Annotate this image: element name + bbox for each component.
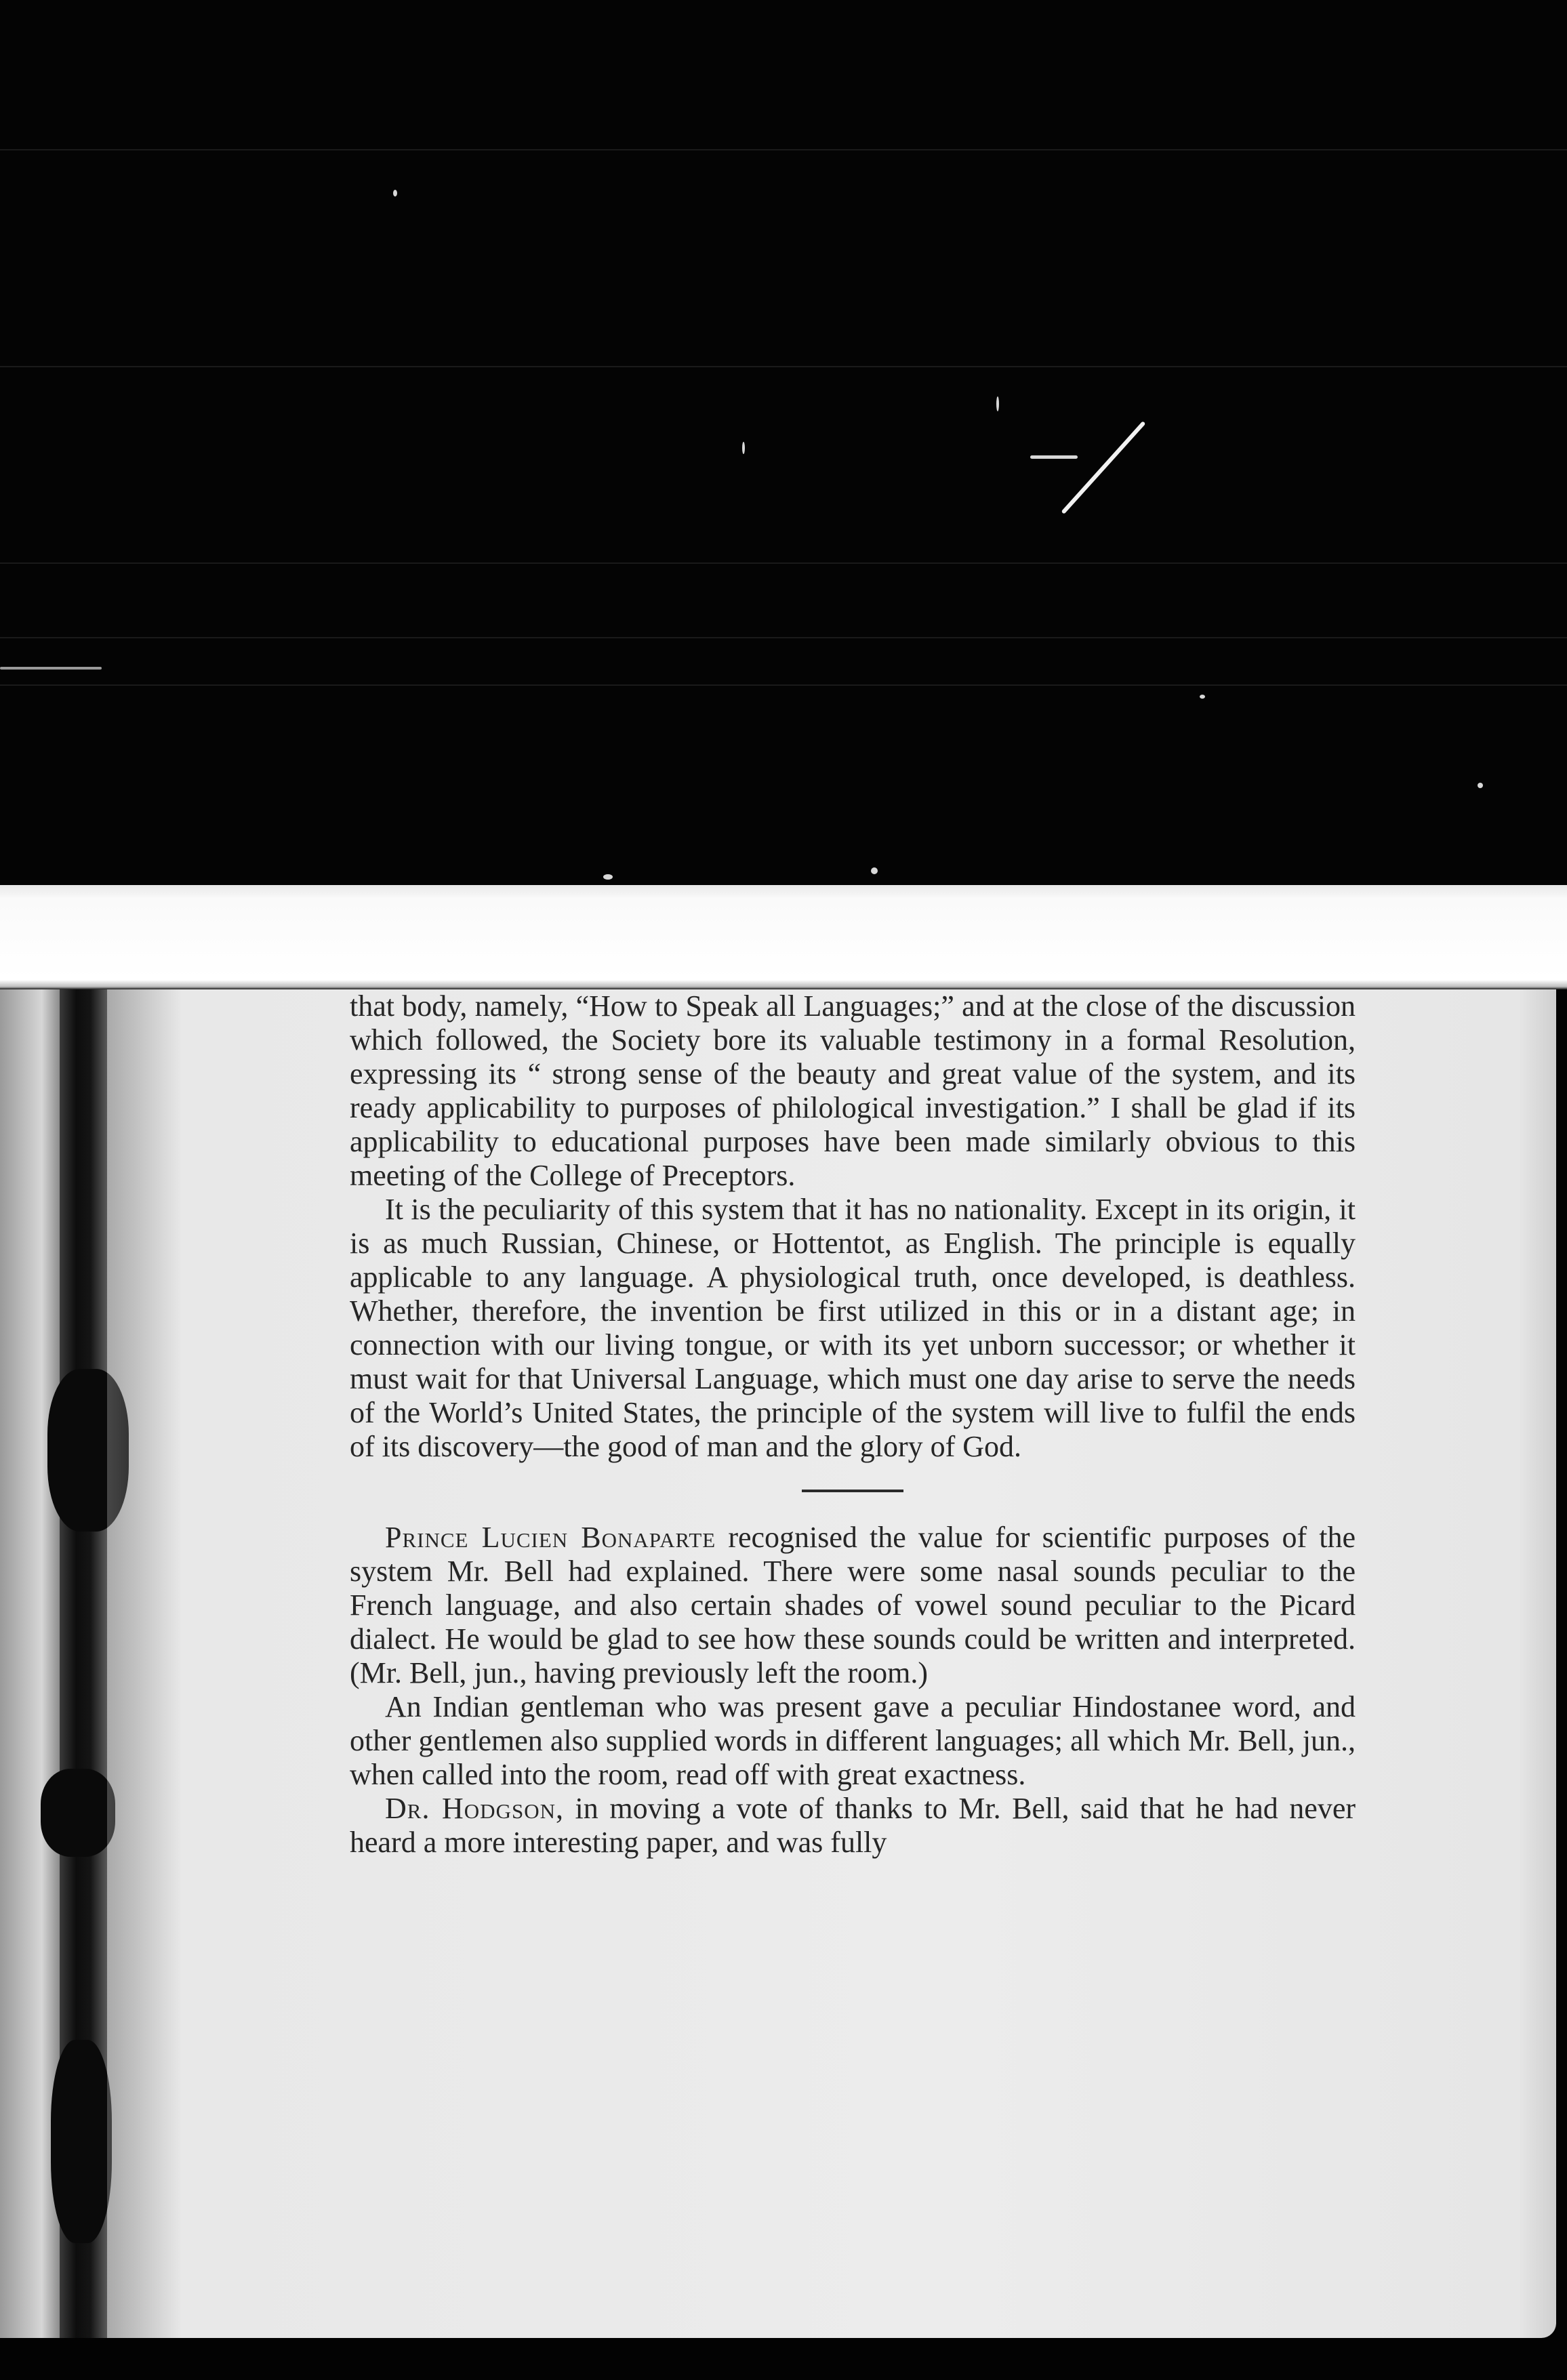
paper-sheet [0, 989, 1556, 2338]
paragraph-bonaparte [350, 1521, 1356, 1690]
scanner-white-band [0, 885, 1567, 989]
paragraph-hodgson [350, 1792, 1356, 1860]
paragraph-text: recognised the value for scientific purposes of the system Mr. Bell had explained. There were some nasal sounds peculiar to the French language, and also certain shades of vowel sound peculiar to the Picard dialect. He would be glad to see how these sounds could be written and interpreted. (Mr. Bell, jun., having previously left the room.) [350, 1521, 1356, 1689]
scanner-black-area [0, 0, 1567, 885]
page-curl-shadow [107, 989, 182, 2338]
paragraph-text: in moving a vote of thanks to Mr. Bell, said that he had never heard a more interesting paper, and was fully [350, 1792, 1356, 1859]
document-page [0, 989, 1567, 2380]
section-divider [802, 1490, 903, 1492]
paragraph-indian-gentleman: An Indian gentleman who was present gave a peculiar Hindostanee word, and other gentlemen also supplied words in different languages; all which Mr. Bell, jun., when called into the room, read off with great exactness. [350, 1690, 1356, 1791]
binding-blot [41, 1769, 115, 1857]
body-text [350, 989, 1356, 1860]
paragraph-continued: that body, namely, “How to Speak all Languages;” and at the close of the discussion which followed, the Society bore its valuable testimony in a formal Resolution, expressing its “ strong sense of the beauty and great value of the system, and its ready applicability to purposes of philological investigation.” I shall be glad if its applicability to educational purposes have been made similarly obvious to this meeting of the College of Preceptors. [350, 989, 1356, 1192]
speaker-name: Dr. Hodgson, [385, 1792, 564, 1825]
binding-blot [51, 2040, 112, 2243]
paragraph-nationality: It is the peculiarity of this system that it has no nationality. Except in its origin, it is as much Russian, Chinese, or Hottentot, as English. The principle is equally applicable to any language. A physiological truth, once developed, is deathless. Whether, therefore, the invention be first utilized in this or in a distant age; in connection with our living tongue, or with its yet unborn successor; or whether it must wait for that Universal Language, which must one day arise to serve the needs of the World’s United States, the principle of the system will live to fulfil the ends of its discovery—the good of man and the glory of God. [350, 1193, 1356, 1463]
speaker-name: Prince Lucien Bonaparte [385, 1521, 716, 1554]
